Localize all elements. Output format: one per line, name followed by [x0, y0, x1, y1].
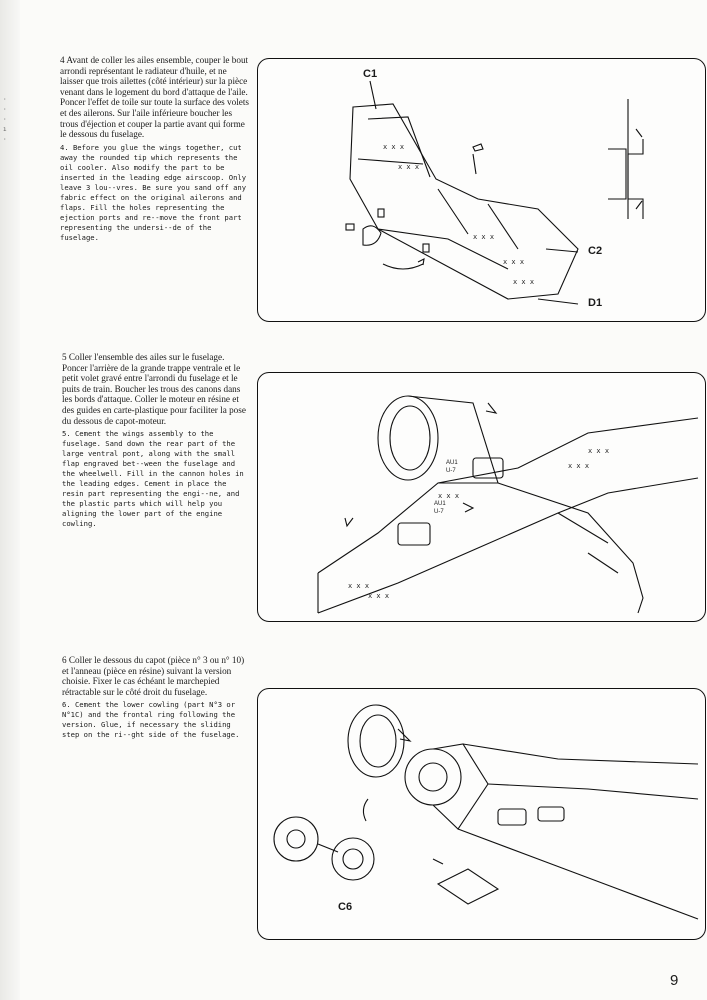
step-5-diagram-panel	[257, 372, 706, 622]
part-label-d1: D1	[588, 297, 603, 309]
wing-assembly-drawing	[258, 59, 705, 321]
part-label-u7-upper: U-7	[446, 468, 456, 474]
part-label-au1-upper: AU1	[446, 460, 458, 466]
step-4-french: 4 Avant de coller les ailes ensemble, couper le bout arrondi représentant le radiateur d'huile, et ne laisser que trois ailettes (côté intérieur) sur la pièce venant dans le logement du bord d'attaque de l'aile. Poncer l'effet de toile sur toute la surface des volets et des ailerons. Sur l'aile inférieure boucher les trous d'éjection et couper la partie avant qui forme le dessous du fuselage.	[60, 55, 249, 140]
part-label-c6: C6	[338, 901, 353, 913]
part-label-u7-lower: U-7	[434, 509, 444, 515]
svg-text:x x x: x x x	[383, 143, 405, 151]
part-label-c1: C1	[363, 68, 378, 80]
binding-edge	[0, 0, 20, 1000]
svg-text:x x x: x x x	[438, 492, 460, 500]
svg-text:x x x: x x x	[588, 447, 610, 455]
step-6-english: 6. Cement the lower cowling (part N°3 or N°1C) and the frontal ring following the version. Glue, if necessary the sliding step on the ri--ght side of the fuselage.	[62, 700, 240, 740]
page-number: 9	[670, 972, 679, 989]
binding-marks: · · · ı ·	[3, 96, 7, 143]
svg-text:x x x: x x x	[348, 582, 370, 590]
step-4-text	[60, 55, 250, 243]
step-4-diagram-panel	[257, 58, 706, 322]
svg-text:x x x: x x x	[398, 163, 420, 171]
step-6-text	[62, 655, 252, 740]
step-6-diagram-panel	[257, 688, 706, 940]
svg-text:x x x: x x x	[568, 462, 590, 470]
part-label-c2: C2	[588, 245, 603, 257]
svg-text:x x x: x x x	[473, 233, 495, 241]
step-4-english: 4. Before you glue the wings together, cut away the rounded tip which represents the oil cooler. Also modify the part to be inserted in the leading edge airscoop. Only leave 3 lou--vres. Be sure you sand off any fabric effect on the original ailerons and flaps. Fill the holes representing the ejection ports and re--move the front part representing the undersi--de of the fuselage.	[60, 142, 247, 242]
step-6-french: 6 Coller le dessous du capot (pièce n° 3 ou n° 10) et l'anneau (pièce en résine) suivant la version choisie. Fixer le cas échéant le marchepied rétractable sur le côté droit du fuselage.	[62, 655, 245, 697]
step-5-text	[62, 352, 252, 529]
step-5-french: 5 Coller l'ensemble des ailes sur le fuselage. Poncer l'arrière de la grande trappe ventrale et le petit volet gravé entre l'arrondi du fuselage et le puits de train. Boucher les trous des canons dans les bords d'attaque. Coller le moteur en résine et des guides en carte-plastique pour faciliter la pose du dessous de capot-moteur.	[62, 352, 246, 426]
cowling-engine-drawing	[258, 689, 705, 939]
svg-text:x x x: x x x	[503, 258, 525, 266]
fuselage-wing-drawing	[258, 373, 705, 621]
step-5-english: 5. Cement the wings assembly to the fuselage. Sand down the rear part of the large ventral pont, along with the small flap engraved bet--ween the fuselage and the wheelwell. Fill in the cannon holes in the leading edges. Cement in place the resin part representing the engi--ne, and the plastic parts which will help you aligning the lower part of the engine cowling.	[62, 429, 244, 529]
part-label-au1-lower: AU1	[434, 501, 446, 507]
svg-text:x x x: x x x	[513, 278, 535, 286]
svg-text:x x x: x x x	[368, 592, 390, 600]
